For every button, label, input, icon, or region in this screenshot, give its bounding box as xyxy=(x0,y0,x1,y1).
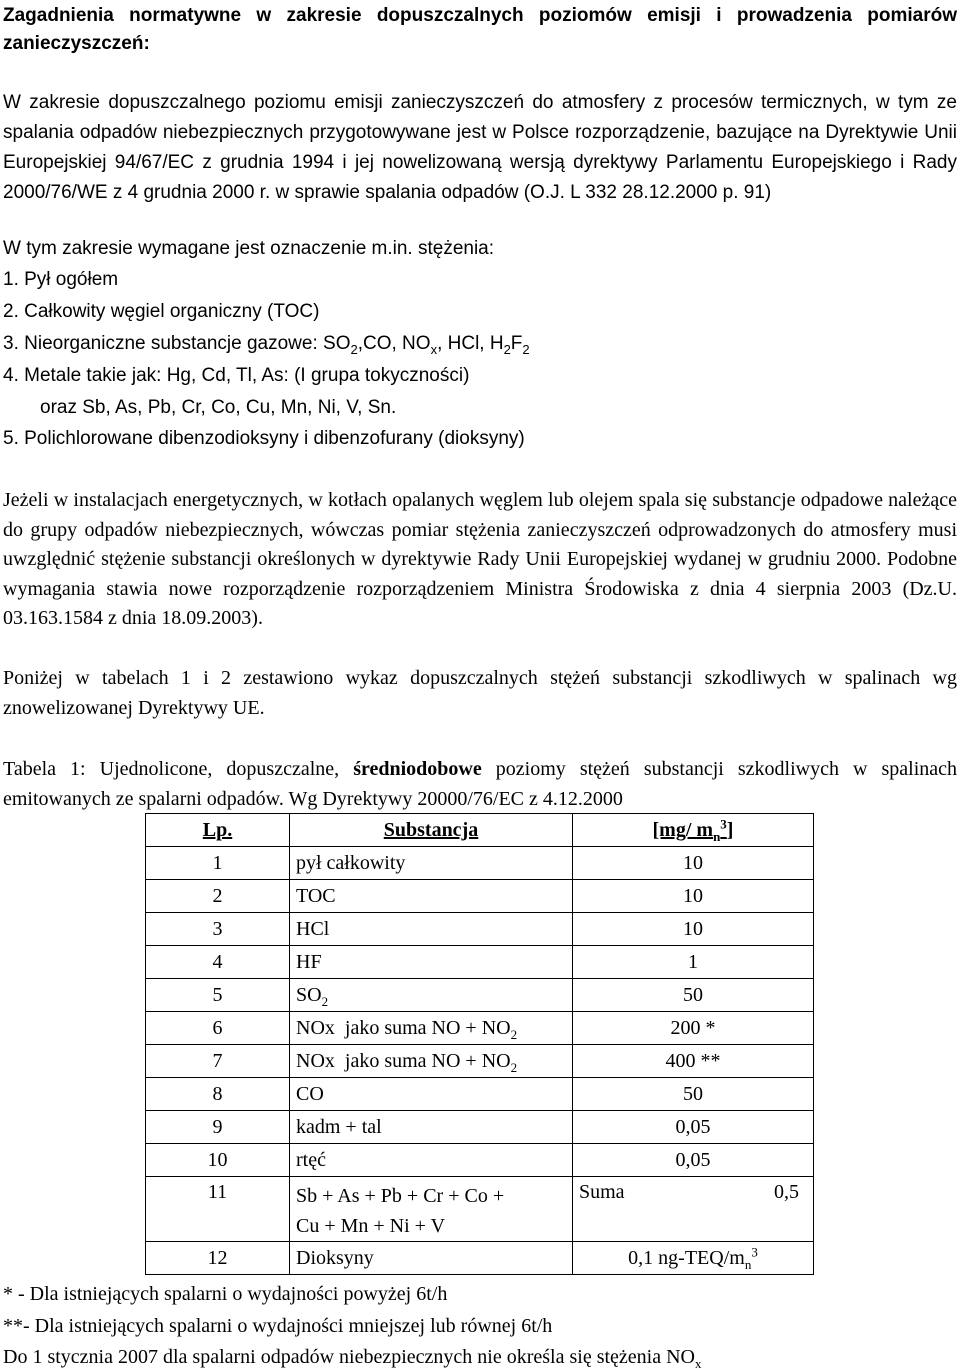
list-item: 2. Całkowity węgiel organiczny (TOC) xyxy=(3,301,320,322)
cell-lp: 5 xyxy=(146,979,290,1012)
subscript: 2 xyxy=(510,1059,518,1075)
list-item xyxy=(3,330,530,358)
footnote xyxy=(3,1343,701,1371)
cell-substance: Dioksyny xyxy=(290,1242,573,1275)
subscript: n xyxy=(744,1256,752,1272)
cell-lp: 12 xyxy=(146,1242,290,1275)
cell-substance: kadm + tal xyxy=(290,1111,573,1144)
list-item-text: , HCl, H xyxy=(437,333,504,354)
cell-value: 10 xyxy=(573,913,814,946)
superscript: 3 xyxy=(751,1243,758,1259)
cell-value: 1 xyxy=(573,946,814,979)
intro-paragraph: W zakresie dopuszczalnego poziomu emisji zanieczyszczeń do atmosfery z procesów termicznych, w tym ze spalania odpadów niebezpiecznych przygotowywane jest w Polsce rozporządzenie, bazujące na Dyrektywie Unii Europejskiej 94/67/EC z grudnia 1994 i jej nowelizowaną wersją dyrektywy Parlamentu Europejskiego i Rady 2000/76/WE z 4 grudnia 2000 r. w sprawie spalania odpadów (O.J. L 332 28.12.2000 p. 91) xyxy=(3,92,957,203)
table-caption xyxy=(3,755,957,814)
table-row xyxy=(146,880,814,913)
footnote: **- Dla istniejących spalarni o wydajności mniejszej lub równej 6t/h xyxy=(3,1315,553,1337)
cell-value: 50 xyxy=(573,979,814,1012)
cell-substance: CO xyxy=(290,1078,573,1111)
table-row xyxy=(146,1177,814,1242)
cell-substance: rtęć xyxy=(290,1144,573,1177)
cell-value: 0,05 xyxy=(573,1144,814,1177)
section-heading: Zagadnienia normatywne w zakresie dopuszczalnych poziomów emisji i prowadzenia pomiarów zanieczyszczeń: xyxy=(3,5,957,54)
cell-value: 10 xyxy=(573,847,814,880)
subscript: 2 xyxy=(503,341,511,357)
table-row xyxy=(146,847,814,880)
cell-value: 10 xyxy=(573,880,814,913)
cell-lp: 11 xyxy=(146,1177,290,1242)
footnote: * - Dla istniejących spalarni o wydajności powyżej 6t/h xyxy=(3,1283,448,1305)
cell-value xyxy=(573,1177,814,1242)
table-row xyxy=(146,1111,814,1144)
subscript: x xyxy=(430,341,438,357)
table-header-row xyxy=(146,814,814,847)
subscript: n xyxy=(713,828,721,844)
cell-lp: 6 xyxy=(146,1012,290,1045)
subscript: 2 xyxy=(350,341,358,357)
cell-lp: 7 xyxy=(146,1045,290,1078)
cell-value: 50 xyxy=(573,1078,814,1111)
cell-lp: 8 xyxy=(146,1078,290,1111)
cell-value: 200 * xyxy=(573,1012,814,1045)
table-row xyxy=(146,1242,814,1275)
table-row xyxy=(146,1078,814,1111)
footnote-text: Do 1 stycznia 2007 dla spalarni odpadów niebezpiecznych nie określa się stężenia NO xyxy=(3,1346,695,1368)
cell-substance: HF xyxy=(290,946,573,979)
substance-text: Cu + Mn + Ni + V xyxy=(296,1215,446,1237)
cell-value: 400 ** xyxy=(573,1045,814,1078)
list-item-text: F xyxy=(510,333,523,354)
emission-limits-table xyxy=(145,813,814,1275)
column-header-unit xyxy=(573,814,814,847)
list-item: 1. Pył ogółem xyxy=(3,269,119,290)
subscript: x xyxy=(694,1356,702,1371)
body-paragraph: Poniżej w tabelach 1 i 2 zestawiono wykaz dopuszczalnych stężeń substancji szkodliwych w spalinach wg znowelizowanej Dyrektywy UE. xyxy=(3,667,957,719)
cell-lp: 2 xyxy=(146,880,290,913)
table-row xyxy=(146,913,814,946)
list-item: 5. Polichlorowane dibenzodioksyny i dibenzofurany (dioksyny) xyxy=(3,428,525,449)
subscript: 2 xyxy=(510,1026,518,1042)
table-row xyxy=(146,979,814,1012)
substance-text: NOx jako suma NO + NO xyxy=(296,1049,511,1072)
subscript: 2 xyxy=(522,341,530,357)
table-row xyxy=(146,946,814,979)
cell-substance xyxy=(290,1177,573,1242)
cell-substance: HCl xyxy=(290,913,573,946)
unit-text: [mg/ m xyxy=(652,818,714,841)
cell-lp: 1 xyxy=(146,847,290,880)
column-header-substance: Substancja xyxy=(290,814,573,847)
list-item-text: 3. Nieorganiczne substancje gazowe: SO xyxy=(3,333,351,354)
caption-text: poziomy stężeń substancji szkodliwych w spalinach emitowanych ze spalarni odpadów. Wg Dyrektywy 20000/76/EC z 4.12.2000 xyxy=(3,758,957,810)
cell-value: 0,05 xyxy=(573,1111,814,1144)
list-item: 4. Metale takie jak: Hg, Cd, Tl, As: (I grupa tokyczności) xyxy=(3,365,470,386)
list-intro: W tym zakresie wymagane jest oznaczenie m.in. stężenia: xyxy=(3,238,495,259)
cell-lp: 10 xyxy=(146,1144,290,1177)
cell-lp: 9 xyxy=(146,1111,290,1144)
cell-substance: pył całkowity xyxy=(290,847,573,880)
list-item-continuation: oraz Sb, As, Pb, Cr, Co, Cu, Mn, Ni, V, Sn. xyxy=(40,397,397,418)
value-text: 0,1 ng-TEQ/m xyxy=(628,1246,745,1269)
sum-label: Suma xyxy=(579,1181,625,1203)
cell-substance xyxy=(290,979,573,1012)
table-row xyxy=(146,1045,814,1078)
table-row xyxy=(146,1144,814,1177)
table-row xyxy=(146,1012,814,1045)
cell-substance: TOC xyxy=(290,880,573,913)
cell-lp: 3 xyxy=(146,913,290,946)
body-paragraph: Jeżeli w instalacjach energetycznych, w kotłach opalanych węglem lub olejem spala się substancje odpadowe należące do grupy odpadów niebezpiecznych, wówczas pomiar stężenia zanieczyszczeń odprowadzonych do atmosfery musi uwzględnić stężenie substancji określonych w dyrektywie Rady Unii Europejskiej wydanej w grudniu 2000. Podobne wymagania stawia nowe rozporządzenie rozporządzeniem Ministra Środowiska z dnia 4 sierpnia 2003 (Dz.U. 03.163.1584 z dnia 18.09.2003). xyxy=(3,489,957,629)
list-item-text: ,CO, NO xyxy=(357,333,431,354)
cell-substance xyxy=(290,1045,573,1078)
subscript: 2 xyxy=(321,993,329,1009)
caption-text: Tabela 1: Ujednolicone, dopuszczalne, xyxy=(3,758,354,780)
sum-value: 0,5 xyxy=(774,1181,799,1203)
substance-text: Sb + As + Pb + Cr + Co + xyxy=(296,1185,505,1207)
superscript: 3 xyxy=(720,815,727,831)
column-header-lp: Lp. xyxy=(146,814,290,847)
caption-emphasis: średniodobowe xyxy=(353,758,482,780)
substance-text: SO xyxy=(296,983,322,1006)
substance-text: NOx jako suma NO + NO xyxy=(296,1016,511,1039)
unit-text: ] xyxy=(726,818,734,841)
cell-substance xyxy=(290,1012,573,1045)
cell-value xyxy=(573,1242,814,1275)
cell-lp: 4 xyxy=(146,946,290,979)
